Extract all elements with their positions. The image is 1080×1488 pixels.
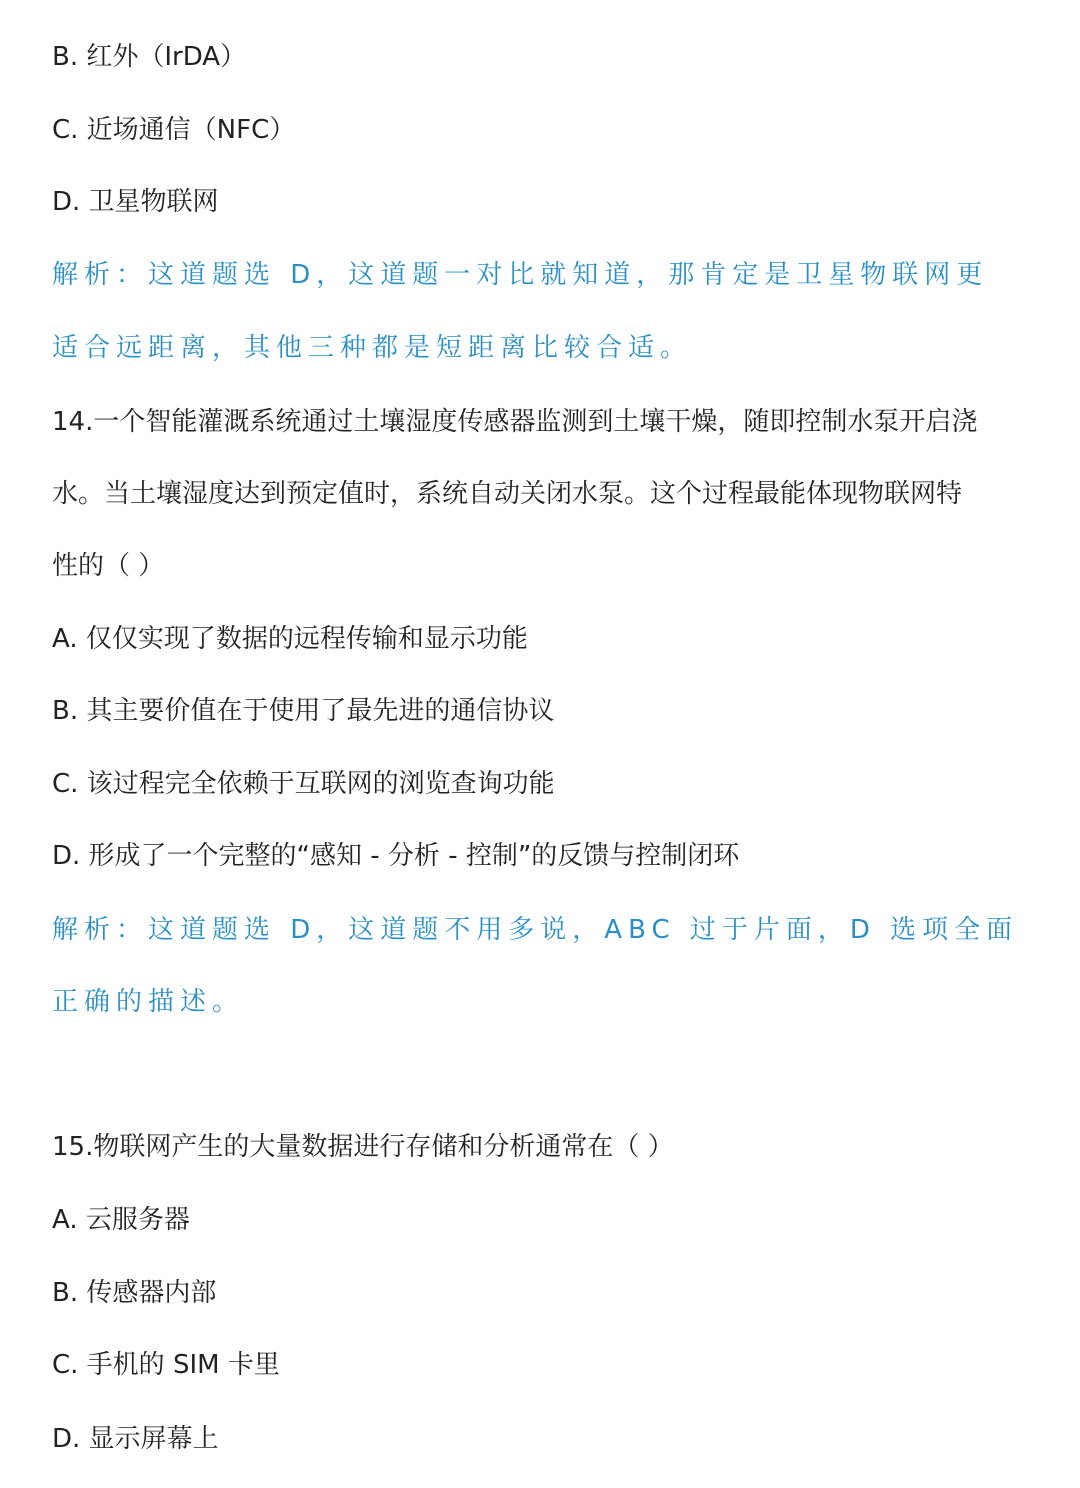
q15-option-a: A. 云服务器: [52, 1205, 190, 1235]
q14-option-b: B. 其主要价值在于使用了最先进的通信协议: [52, 696, 555, 726]
q15-option-b: B. 传感器内部: [52, 1278, 217, 1308]
q14-stem-line-2: 水。当土壤湿度达到预定值时，系统自动关闭水泵。这个过程最能体现物联网特: [52, 479, 963, 509]
q15-option-d: D. 显示屏幕上: [52, 1424, 219, 1454]
q15-stem: 15.物联网产生的大量数据进行存储和分析通常在（ ）: [52, 1132, 674, 1162]
q14-stem-line-3: 性的（ ）: [52, 551, 165, 581]
q13-option-c: C. 近场通信（NFC）: [52, 115, 296, 145]
q14-analysis-line-1: 解析：这道题选 D，这道题不用多说，ABC 过于片面，D 选项全面: [52, 915, 1019, 945]
q13-option-d: D. 卫星物联网: [52, 187, 219, 217]
q13-option-b: B. 红外（IrDA）: [52, 42, 247, 72]
q14-stem-line-1: 14.一个智能灌溉系统通过土壤湿度传感器监测到土壤干燥，随即控制水泵开启浇: [52, 407, 978, 437]
q13-analysis-line-1: 解析：这道题选 D，这道题一对比就知道，那肯定是卫星物联网更: [52, 260, 989, 290]
q14-option-c: C. 该过程完全依赖于互联网的浏览查询功能: [52, 769, 555, 799]
q15-option-c: C. 手机的 SIM 卡里: [52, 1350, 280, 1380]
q13-analysis-line-2: 适合远距离，其他三种都是短距离比较合适。: [52, 333, 693, 363]
q14-option-d: D. 形成了一个完整的“感知 - 分析 - 控制”的反馈与控制闭环: [52, 841, 740, 871]
q14-option-a: A. 仅仅实现了数据的远程传输和显示功能: [52, 624, 528, 654]
q14-analysis-line-2: 正确的描述。: [52, 987, 245, 1017]
